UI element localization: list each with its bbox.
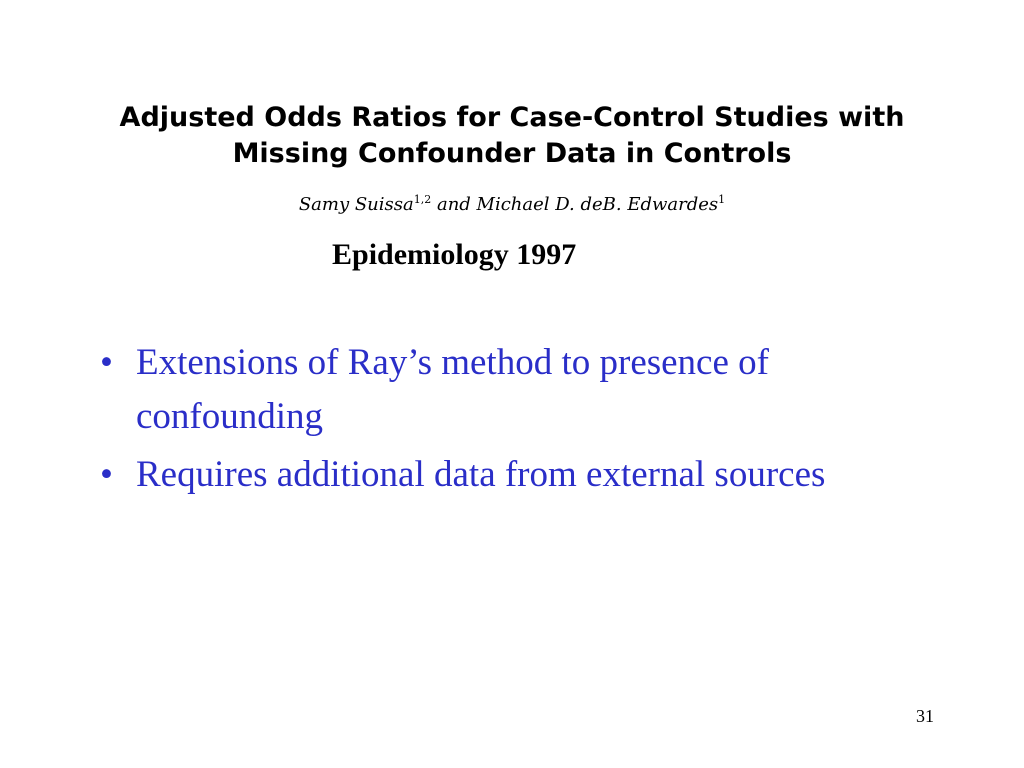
paper-title-line-1: Adjusted Odds Ratios for Case-Control Studies with [119, 102, 905, 133]
bullet-text: Extensions of Ray’s method to presence of confounding [136, 342, 769, 437]
paper-title [60, 100, 964, 172]
bullet-item [100, 336, 940, 444]
slide-page-number: 31 [916, 706, 934, 726]
author-2-name: and Michael D. deB. Edwardes [431, 194, 719, 215]
bullet-list [100, 336, 940, 506]
paper-authors [60, 193, 964, 215]
author-1-name: Samy Suissa [298, 194, 414, 215]
journal-citation: Epidemiology 1997 [332, 238, 577, 271]
author-2-affiliation: 1 [718, 193, 726, 206]
bullet-item [100, 448, 940, 502]
bullet-text: Requires additional data from external sources [136, 454, 826, 495]
bullet-marker: • [100, 454, 113, 495]
bullet-marker: • [100, 342, 113, 383]
author-1-affiliation: 1,2 [413, 193, 432, 206]
paper-title-line-2: Missing Confounder Data in Controls [232, 138, 792, 169]
